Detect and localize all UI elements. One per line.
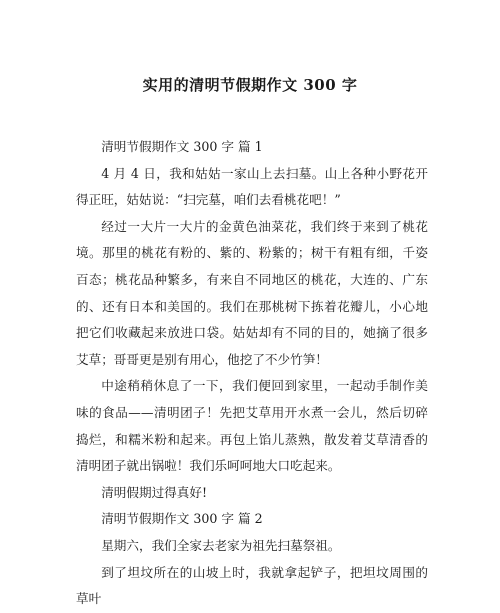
document-body bbox=[76, 134, 428, 613]
paragraph: 星期六，我们全家去老家为祖先扫墓祭祖。 bbox=[101, 537, 341, 553]
section-heading-1: 清明节假期作文 300 字 篇 1 bbox=[101, 139, 263, 154]
paragraph: 中途稍稍休息了一下，我们便回到家里，一起动手制作美味的食品——清明团子！先把艾草用开水煮一会儿，然后切碎捣烂，和糯米粉和起来。再包上馅儿蒸熟，散发着艾草清香的清明团子就出锅啦！我们乐呵呵地大口吃起来。 bbox=[76, 378, 428, 474]
paragraph: 经过一大片一大片的金黄色油菜花，我们终于来到了桃花境。那里的桃花有粉的、紫的、粉紫的；树干有粗有细，千姿百态；桃花品种繁多，有来自不同地区的桃花，大连的、广东的、还有日本和美国的。我们在那桃树下拣着花瓣儿，小心地把它们收藏起来放进口袋。姑姑却有不同的目的，她摘了很多艾草；哥哥更是别有用心，他挖了不少竹笋！ bbox=[76, 218, 428, 367]
paragraph: 4 月 4 日，我和姑姑一家山上去扫墓。山上各种小野花开得正旺，姑姑说：“扫完墓，咱们去看桃花吧！” bbox=[76, 165, 428, 208]
paragraph: 到了坦坟所在的山坡上时，我就拿起铲子，把坦坟周围的草叶 bbox=[76, 564, 428, 607]
document-title: 实用的清明节假期作文 300 字 bbox=[142, 76, 358, 94]
paragraph: 清明假期过得真好! bbox=[101, 484, 207, 500]
section-heading-2: 清明节假期作文 300 字 篇 2 bbox=[101, 511, 263, 527]
